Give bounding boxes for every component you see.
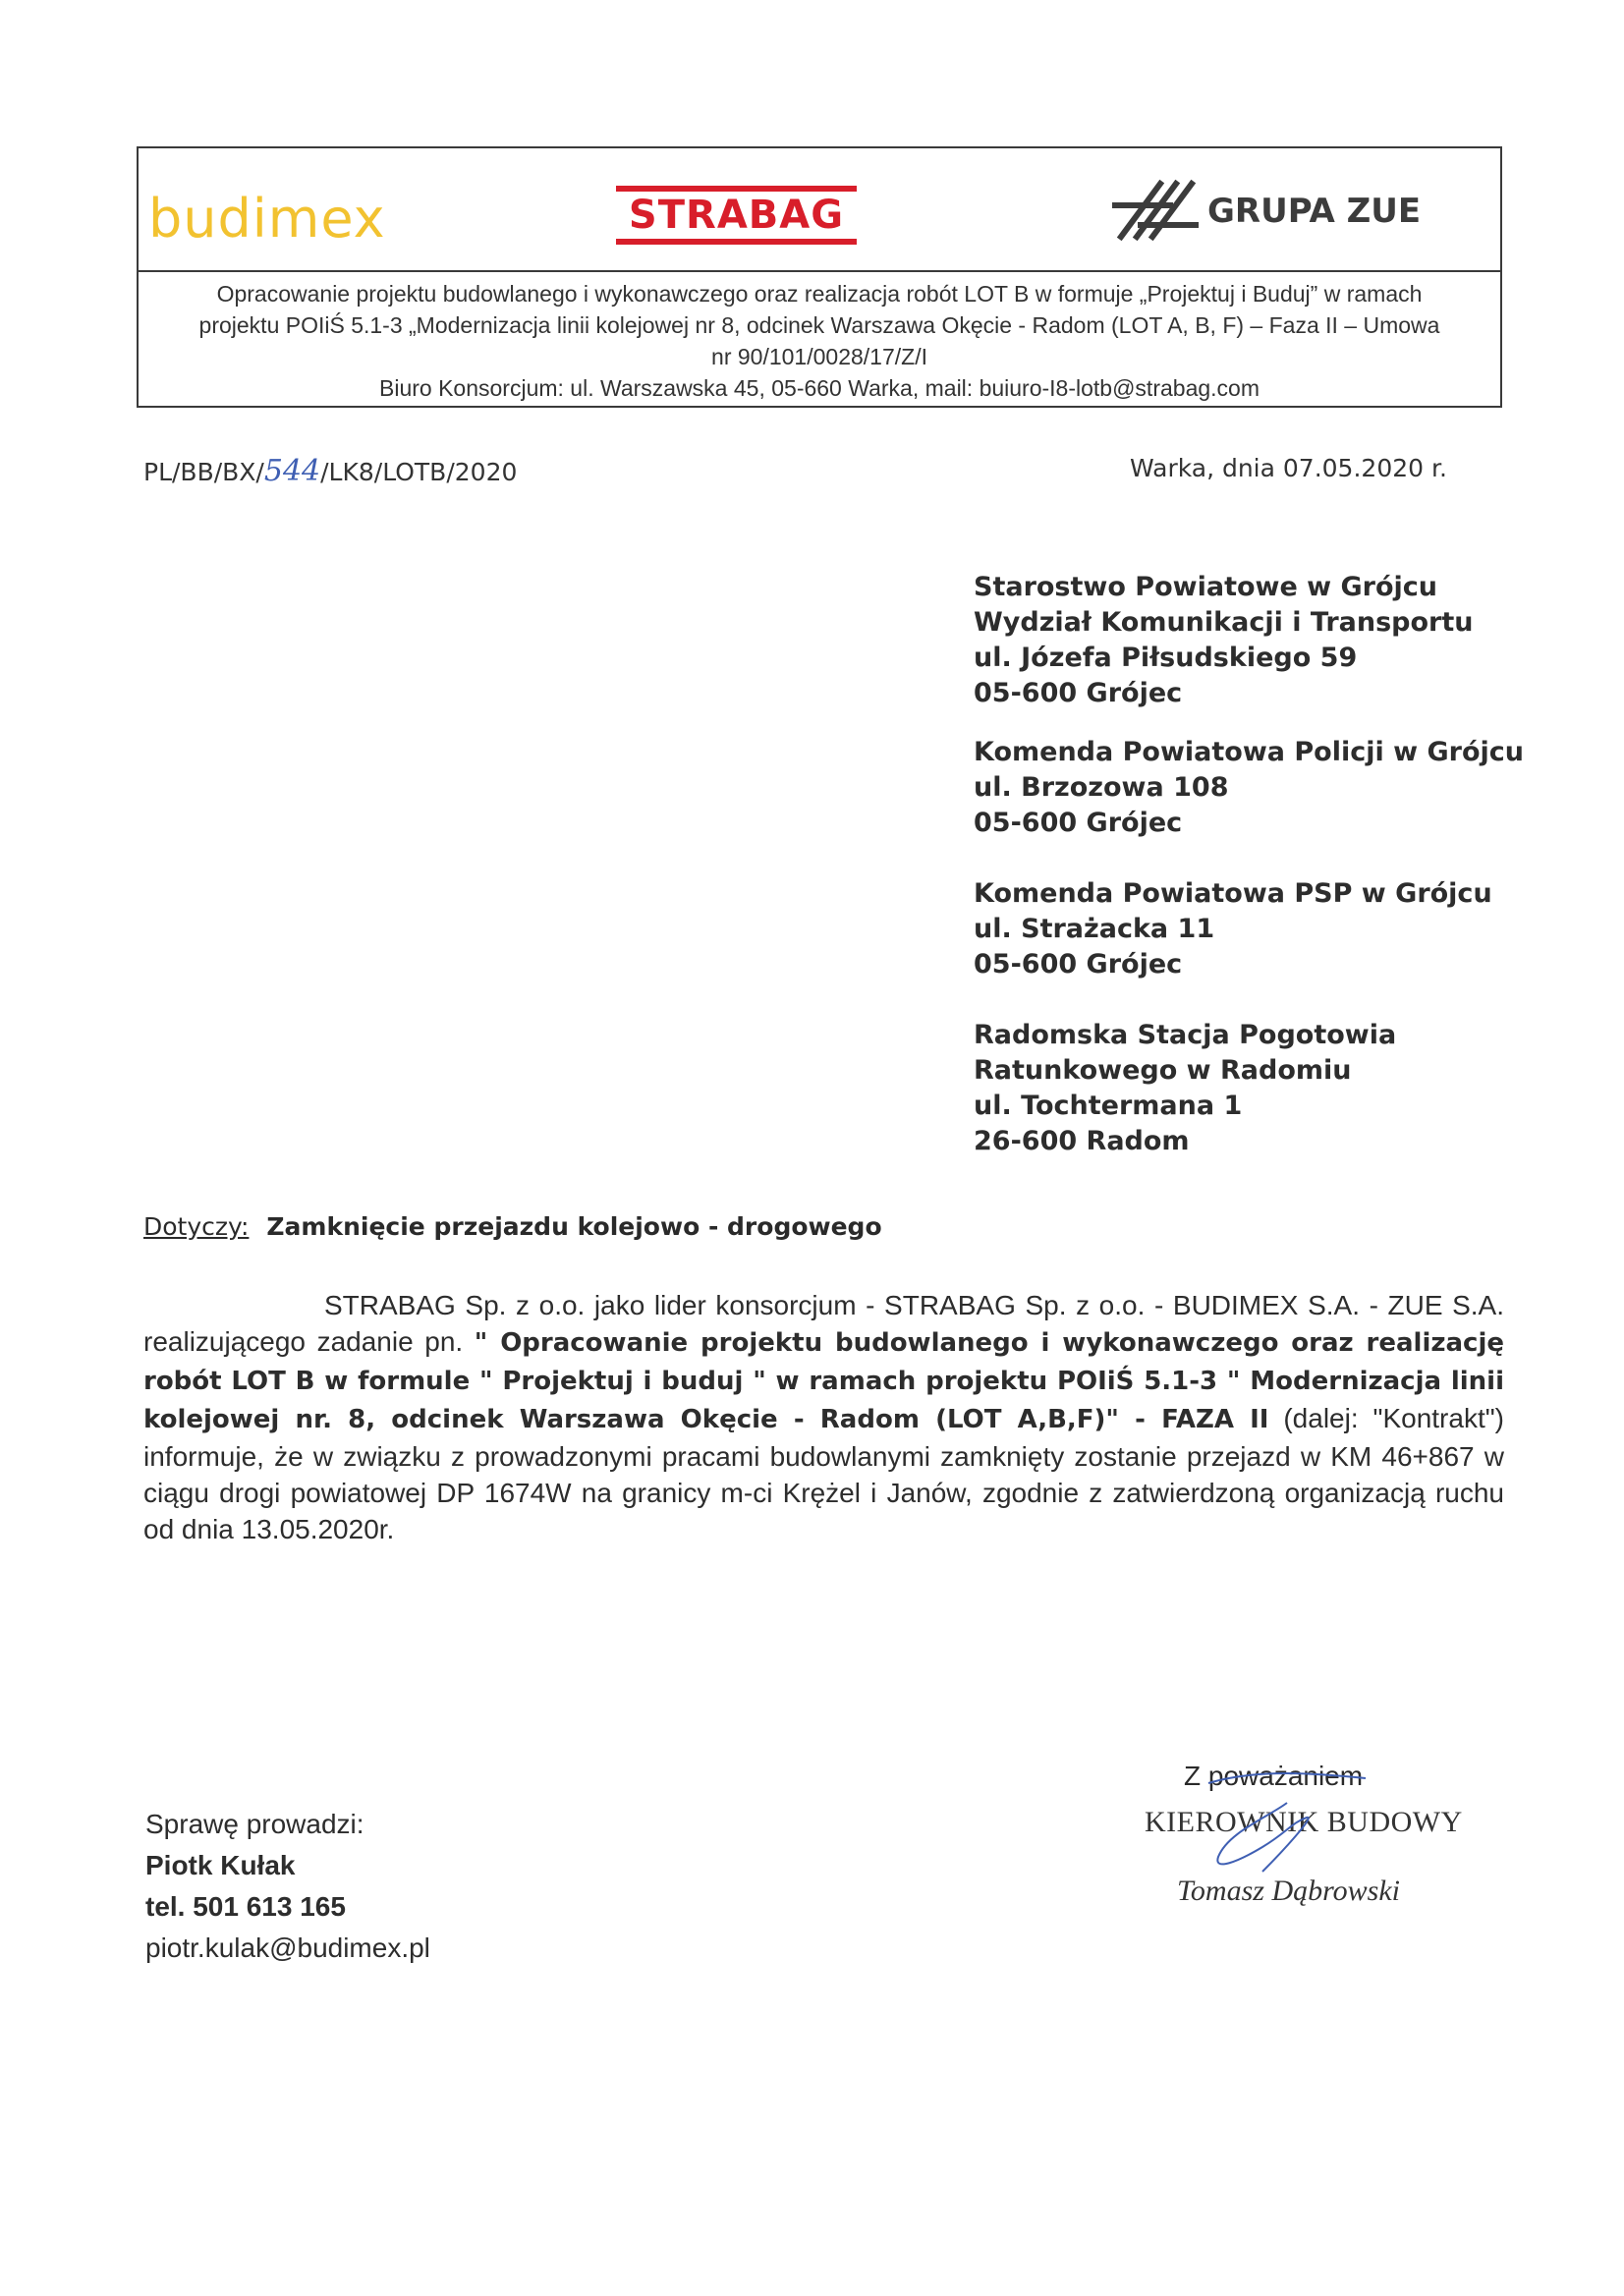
contact-block: [145, 1804, 430, 1969]
letter-date: Warka, dnia 07.05.2020 r.: [1130, 454, 1447, 482]
body-intro: STRABAG Sp. z o.o. jako lider konsorcjum - STRABAG Sp. z o.o. - BUDIMEX S.A. - ZUE S.A. realizującego zadanie pn.: [143, 1290, 1504, 1357]
recipient-line: Wydział Komunikacji i Transportu: [974, 607, 1474, 638]
recipient-line: 26-600 Radom: [974, 1126, 1190, 1156]
recipient-line: ul. Józefa Piłsudskiego 59: [974, 643, 1358, 673]
recipient-line: ul. Strażacka 11: [974, 914, 1215, 944]
reference-handwritten-number: 544: [263, 454, 321, 488]
recipient-line: Ratunkowego w Radomiu: [974, 1055, 1352, 1086]
subject-line: [143, 1212, 882, 1241]
letter-body: [143, 1287, 1504, 1547]
subject-label: Dotyczy:: [143, 1212, 250, 1241]
subject-text: Zamknięcie przejazdu kolejowo - drogowego: [266, 1212, 882, 1241]
contact-label: Sprawę prowadzi:: [145, 1809, 364, 1839]
recipient-line: ul. Tochtermana 1: [974, 1091, 1243, 1121]
project-description-line: Opracowanie projektu budowlanego i wykonawczego oraz realizacja robót LOT B w formuje „Projektuj i Buduj” w ramach: [216, 281, 1423, 307]
zue-logo-text: GRUPA ZUE: [1207, 192, 1422, 231]
recipient-line: Komenda Powiatowa PSP w Grójcu: [974, 878, 1492, 909]
strabag-logo-bar-bottom: [616, 239, 857, 245]
stamp-name: Tomasz Dąbrowski: [1177, 1875, 1401, 1907]
zue-logo-icon: [1111, 178, 1200, 241]
contact-phone: tel. 501 613 165: [145, 1891, 346, 1922]
letterhead: [137, 146, 1502, 408]
reference-suffix: /LK8/LOTB/2020: [320, 458, 518, 486]
body-paragraph: [143, 1287, 1504, 1547]
strabag-logo: [616, 186, 857, 245]
recipient-line: Komenda Powiatowa Policji w Grójcu: [974, 737, 1524, 767]
recipient-pogotowie: [974, 1018, 1396, 1159]
recipient-line: 05-600 Grójec: [974, 678, 1183, 708]
closing-greeting: Z poważaniem: [1184, 1761, 1364, 1791]
body-project-name: " Opracowanie projektu budowlanego i wykonawczego oraz realizację robót LOT B w formule " Projektuj i buduj " w ramach projektu POIiŚ 5.1-3 " Modernizacja linii kolejowej nr. 8, odcinek Warszawa Okęcie - Radom (LOT A,B,F)" - FAZA II: [143, 1328, 1504, 1434]
reference-prefix: PL/BB/BX/: [143, 458, 264, 486]
project-description: [148, 278, 1490, 404]
contact-email: piotr.kulak@budimex.pl: [145, 1932, 430, 1963]
logo-row: [139, 148, 1500, 270]
stamp-title: KIEROWNIK BUDOWY: [1145, 1806, 1463, 1838]
recipient-starostwo: [974, 570, 1474, 711]
budimex-logo: budimex: [148, 188, 386, 250]
project-description-line: projektu POIiŚ 5.1-3 „Modernizacja linii kolejowej nr 8, odcinek Warszawa Okęcie - Radom (LOT A, B, F) – Faza II – Umowa: [198, 312, 1440, 338]
recipient-line: 05-600 Grójec: [974, 949, 1183, 980]
contact-name: Piotk Kułak: [145, 1850, 296, 1880]
header-divider: [139, 270, 1500, 272]
recipient-line: Starostwo Powiatowe w Grójcu: [974, 572, 1438, 602]
project-description-line: nr 90/101/0028/17/Z/I: [711, 344, 927, 369]
recipient-policja: [974, 735, 1524, 841]
consortium-office: Biuro Konsorcjum: ul. Warszawska 45, 05-660 Warka, mail: buiuro-I8-lotb@strabag.com: [379, 375, 1260, 401]
reference-number: [143, 454, 517, 488]
body-announcement: (dalej: "Kontrakt") informuje, że w związku z prowadzonymi pracami budowlanymi zamknięty zostanie przejazd w KM 46+867 w ciągu drogi powiatowej DP 1674W na granicy m-ci Krężel i Janów, zgodnie z zatwierdzoną organizacją ruchu od dnia 13.05.2020r.: [143, 1403, 1504, 1544]
strabag-logo-text: STRABAG: [628, 193, 845, 238]
recipient-psp: [974, 876, 1492, 982]
signature: [1169, 1764, 1395, 1911]
recipient-line: ul. Brzozowa 108: [974, 772, 1229, 803]
recipient-line: 05-600 Grójec: [974, 808, 1183, 838]
recipient-line: Radomska Stacja Pogotowia: [974, 1020, 1397, 1050]
